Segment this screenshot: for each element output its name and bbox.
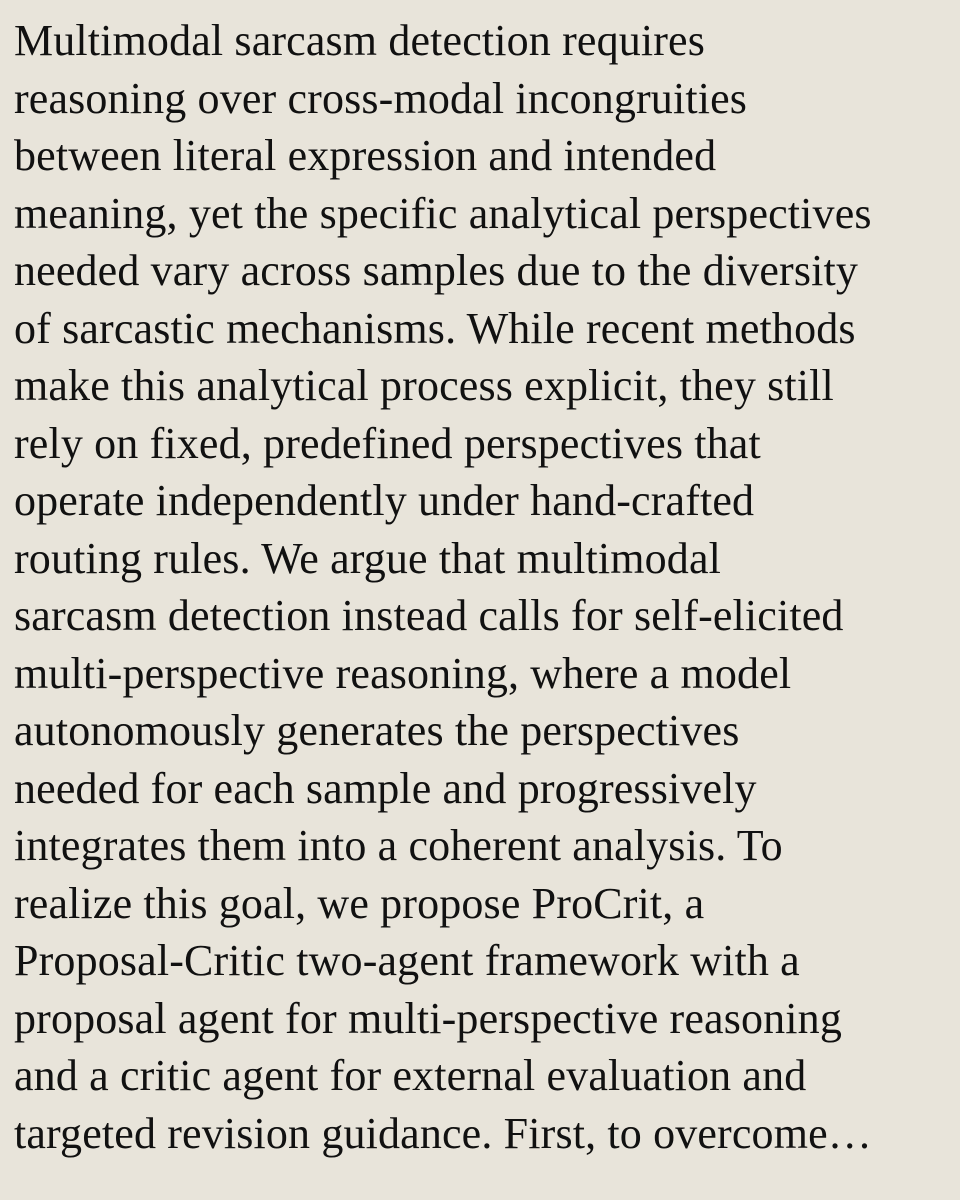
text-line: realize this goal, we propose ProCrit, a [14, 878, 705, 928]
text-line: routing rules. We argue that multimodal [14, 533, 721, 583]
text-line: needed for each sample and progressively [14, 763, 757, 813]
text-line: make this analytical process explicit, they still [14, 361, 834, 410]
text-line: Multimodal sarcasm detection requires [14, 16, 706, 65]
text-line: rely on fixed, predefined perspectives that [14, 418, 761, 468]
abstract-paragraph [0, 12, 960, 1162]
text-line: and a critic agent for external evaluation and [14, 1051, 807, 1100]
text-line: targeted revision guidance. First, to overcome… [14, 1108, 872, 1158]
text-line: Proposal-Critic two-agent framework with a [14, 936, 800, 985]
text-line: of sarcastic mechanisms. While recent methods [14, 303, 856, 353]
text-line: meaning, yet the specific analytical perspectives [14, 188, 872, 238]
text-line: reasoning over cross-modal incongruities [14, 73, 748, 123]
text-line: needed vary across samples due to the diversity [14, 246, 859, 295]
text-line: between literal expression and intended [14, 131, 717, 180]
text-line: integrates them into a coherent analysis. To [14, 821, 783, 870]
text-line: multi-perspective reasoning, where a model [14, 648, 792, 698]
text-line: operate independently under hand-crafted [14, 476, 755, 525]
text-line: autonomously generates the perspectives [14, 706, 740, 755]
text-line: sarcasm detection instead calls for self-elicited [14, 591, 844, 640]
text-line: proposal agent for multi-perspective reasoning [14, 993, 842, 1043]
